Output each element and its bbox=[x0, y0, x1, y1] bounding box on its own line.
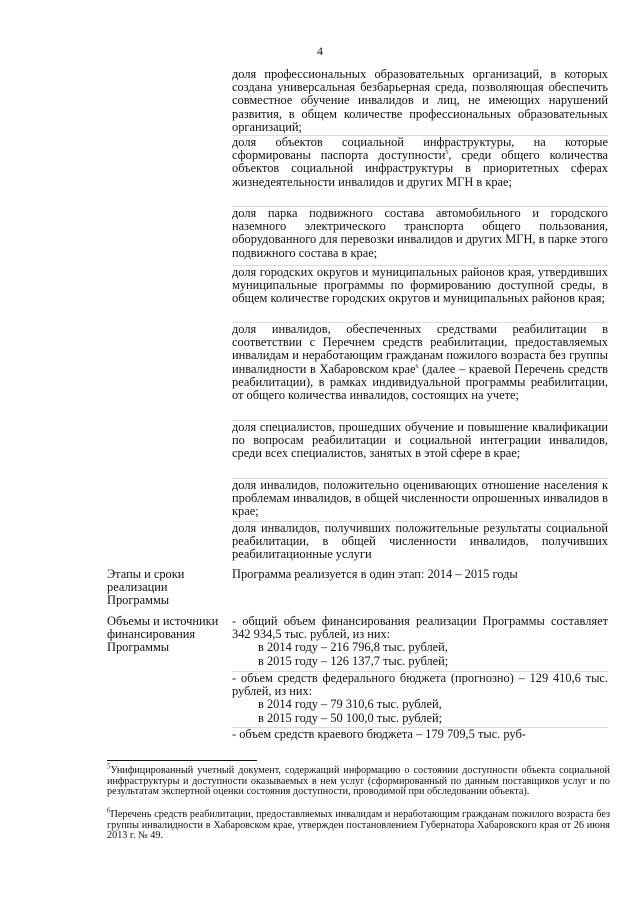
stages-value: Программа реализуется в один этап: 2014 – 2015 годы bbox=[232, 567, 518, 581]
footnote-6 bbox=[107, 806, 610, 842]
indicator-7: доля инвалидов, положительно оценивающих отношение населения к проблемам инвалидов, в общей численности опрошенных инвалидов в крае; bbox=[232, 478, 608, 519]
finance-total-block bbox=[232, 615, 608, 668]
finance-total: - общий объем финансирования реализации Программы составляет 342 934,5 тыс. рублей, из них: bbox=[232, 614, 608, 642]
indicator-4: доля городских округов и муниципальных районов края, утвердивших муниципальные программы по формированию доступной среды, в общем количестве городских округов и муниципальных районов края; bbox=[232, 265, 608, 306]
finance-federal-block bbox=[232, 671, 608, 725]
footnote-ref-5: 5 bbox=[445, 150, 449, 157]
footnote-5-text: Унифицированный учетный документ, содержащий информацию о состоянии доступности объекта социальной инфраструктуры и доступности оказываемых в нем услуг (сформированный по данным поставщиков услуг и по результатам экспертной оценки состояния доступности, проводимой при обследовании объекта). bbox=[107, 765, 610, 798]
finance-federal: - объем средств федерального бюджета (прогнозно) – 129 410,6 тыс. рублей, из них: bbox=[232, 671, 608, 699]
indicator-1: доля профессиональных образовательных организаций, в которых создана универсальная безбарьерная среда, позволяющая обеспечить совместное обучение инвалидов и лиц, не имеющих нарушений развития, в общем количестве профессиональных образовательных организаций; bbox=[232, 67, 608, 134]
finance-total-2015: в 2015 году – 126 137,7 тыс. рублей; bbox=[258, 653, 449, 668]
indicator-8: доля инвалидов, получивших положительные результаты социальной реабилитации, в общей численности инвалидов, получивших реабилитационные услуги bbox=[232, 521, 608, 562]
indicator-5 bbox=[232, 322, 608, 402]
finance-federal-2015: в 2015 году – 50 100,0 тыс. рублей; bbox=[258, 710, 443, 725]
indicator-3: доля парка подвижного состава автомобильного и городского наземного электрического транспорта общего пользования, оборудованного для перевозки инвалидов и других МГН, в парке этого подвижного состава в крае; bbox=[232, 206, 608, 260]
page-number: 4 bbox=[317, 44, 323, 58]
finance-label: Объемы и источники финансирования Программы bbox=[107, 614, 219, 655]
indicator-2-text: доля объектов социальной инфраструктуры, на которые сформированы паспорта доступности bbox=[232, 135, 608, 163]
indicator-6: доля специалистов, прошедших обучение и повышение квалификации по вопросам реабилитации и социальной интеграции инвалидов, среди всех специалистов, занятых в этой сфере в крае; bbox=[232, 420, 608, 461]
finance-federal-2014: в 2014 году – 79 310,6 тыс. рублей, bbox=[258, 697, 442, 712]
footnote-5-mark: 5 bbox=[107, 762, 111, 771]
indicator-5-text: доля инвалидов, обеспеченных средствами реабилитации в соответствии с Перечнем средств реабилитации, предоставляемых инвалидам и неработающим гражданам пожилого возраста без группы инвалидности в Хабаровском крае bbox=[232, 322, 608, 376]
finance-regional: - объем средств краевого бюджета – 179 709,5 тыс. руб- bbox=[232, 727, 608, 741]
finance-total-2014: в 2014 году – 216 796,8 тыс. рублей, bbox=[258, 640, 448, 655]
footnote-separator bbox=[107, 760, 257, 761]
footnote-6-text: Перечень средств реабилитации, предоставляемых инвалидам и неработающим гражданам пожилого возраста без группы инвалидности в Хабаровском крае, утвержден постановлением Губернатора Хабаровского края от 26 июня 2013 г. № 49. bbox=[107, 809, 610, 842]
stages-label: Этапы и сроки реализации Программы bbox=[107, 567, 185, 608]
indicator-2-rest: , среди общего количества объектов социальной инфраструктуры в приоритетных сферах жизнедеятельности инвалидов и других МГН в крае; bbox=[232, 148, 608, 189]
footnote-ref-6: 6 bbox=[415, 363, 419, 370]
indicator-5-rest: (далее – краевой Перечень средств реабилитации), в рамках индивидуальной программы реабилитации, от общего количества инвалидов, состоящих на учете; bbox=[232, 361, 608, 403]
footnote-5 bbox=[107, 762, 610, 798]
indicator-2 bbox=[232, 135, 608, 189]
footnote-6-mark: 6 bbox=[107, 806, 111, 815]
